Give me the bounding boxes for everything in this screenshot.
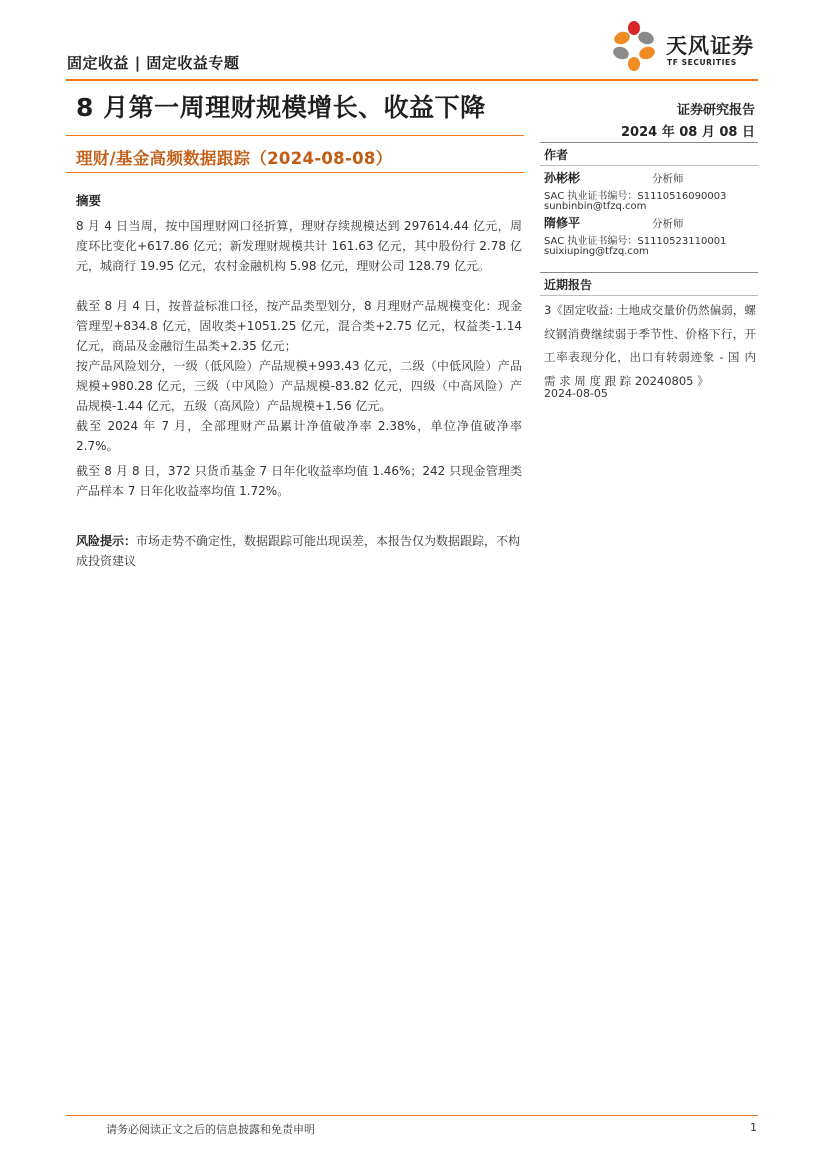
footer-divider: [66, 1115, 758, 1116]
recent-top-rule: [540, 272, 758, 273]
authors-heading: 作者: [544, 148, 569, 162]
risk-warning: [76, 531, 522, 571]
summary-heading: 摘要: [76, 193, 102, 208]
summary-paragraph: 8 月 4 日当周，按中国理财网口径折算，理财存续规模达到 297614.44 亿元，周度环比变化+617.86 亿元；新发理财规模共计 161.63 亿元，其中股份行 2.78 亿元，城商行 19.95 亿元，农村金融机构 5.98 亿元，理财公司 128.79 亿元。: [76, 219, 522, 273]
logo-text-en: TF SECURITIES: [667, 58, 737, 67]
authors-top-rule: [540, 142, 758, 143]
author-name: 隋修平: [544, 216, 581, 230]
report-date: 2024 年 08 月 08 日: [621, 125, 755, 140]
report-category: 固定收益 | 固定收益专题: [67, 54, 240, 72]
recent-report-date: 2024-08-05: [544, 387, 608, 400]
summary-paragraph: 按产品风险划分，一级（低风险）产品规模+993.43 亿元，二级（中低风险）产品规模+980.28 亿元，三级（中风险）产品规模-83.82 亿元，四级（中高风险）产品规模-1.44 亿元，五级（高风险）产品规模+1.56 亿元。: [76, 359, 522, 413]
risk-label: 风险提示：: [76, 534, 137, 548]
header-divider: [66, 79, 758, 81]
title-divider: [66, 135, 524, 136]
recent-heading: 近期报告: [544, 278, 593, 292]
report-type: 证券研究报告: [676, 103, 755, 118]
recent-heading-rule: [540, 295, 758, 296]
author-role: 分析师: [652, 173, 684, 185]
author-cert: SAC 执业证书编号：S1110516090003: [544, 191, 727, 202]
author-cert: SAC 执业证书编号：S1110523110001: [544, 236, 727, 247]
summary-paragraph: 截至 8 月 4 日，按普益标准口径，按产品类型划分，8 月理财产品规模变化：现金管理型+834.8 亿元，固收类+1051.25 亿元，混合类+2.75 亿元，权益类-1.14 亿元，商品及金融衍生品类+2.35 亿元；: [76, 299, 522, 353]
recent-report-link[interactable]: 3《固定收益: 土地成交量价仍然偏弱，螺纹钢消费继续弱于季节性、价格下行，开工率表现分化，出口有转弱迹象 - 国 内 需 求 周 度 跟 踪 20240805 》: [544, 303, 756, 388]
author-email[interactable]: suixiuping@tfzq.com: [544, 246, 649, 257]
report-subtitle: 理财/基金高频数据跟踪（2024-08-08）: [76, 149, 393, 168]
report-title: 8 月第一周理财规模增长、收益下降: [76, 93, 486, 122]
authors-heading-rule: [540, 165, 758, 166]
author-name: 孙彬彬: [544, 171, 581, 185]
summary-paragraph: 截至 8 月 8 日，372 只货币基金 7 日年化收益率均值 1.46%；242 只现金管理类产品样本 7 日年化收益率均值 1.72%。: [76, 464, 522, 498]
risk-text: 市场走势不确定性，数据跟踪可能出现误差，本报告仅为数据跟踪，不构成投资建议: [76, 534, 521, 568]
author-role: 分析师: [652, 218, 684, 230]
footer-disclaimer[interactable]: 请务必阅读正文之后的信息披露和免责申明: [106, 1123, 315, 1136]
subtitle-divider: [66, 172, 524, 173]
summary-paragraph: 截至 2024 年 7 月，全部理财产品累计净值破净率 2.38%，单位净值破净率 2.7%。: [76, 419, 522, 453]
logo-text-cn: 天风证券: [666, 34, 754, 58]
author-email[interactable]: sunbinbin@tfzq.com: [544, 201, 647, 212]
page-number: 1: [750, 1121, 757, 1134]
